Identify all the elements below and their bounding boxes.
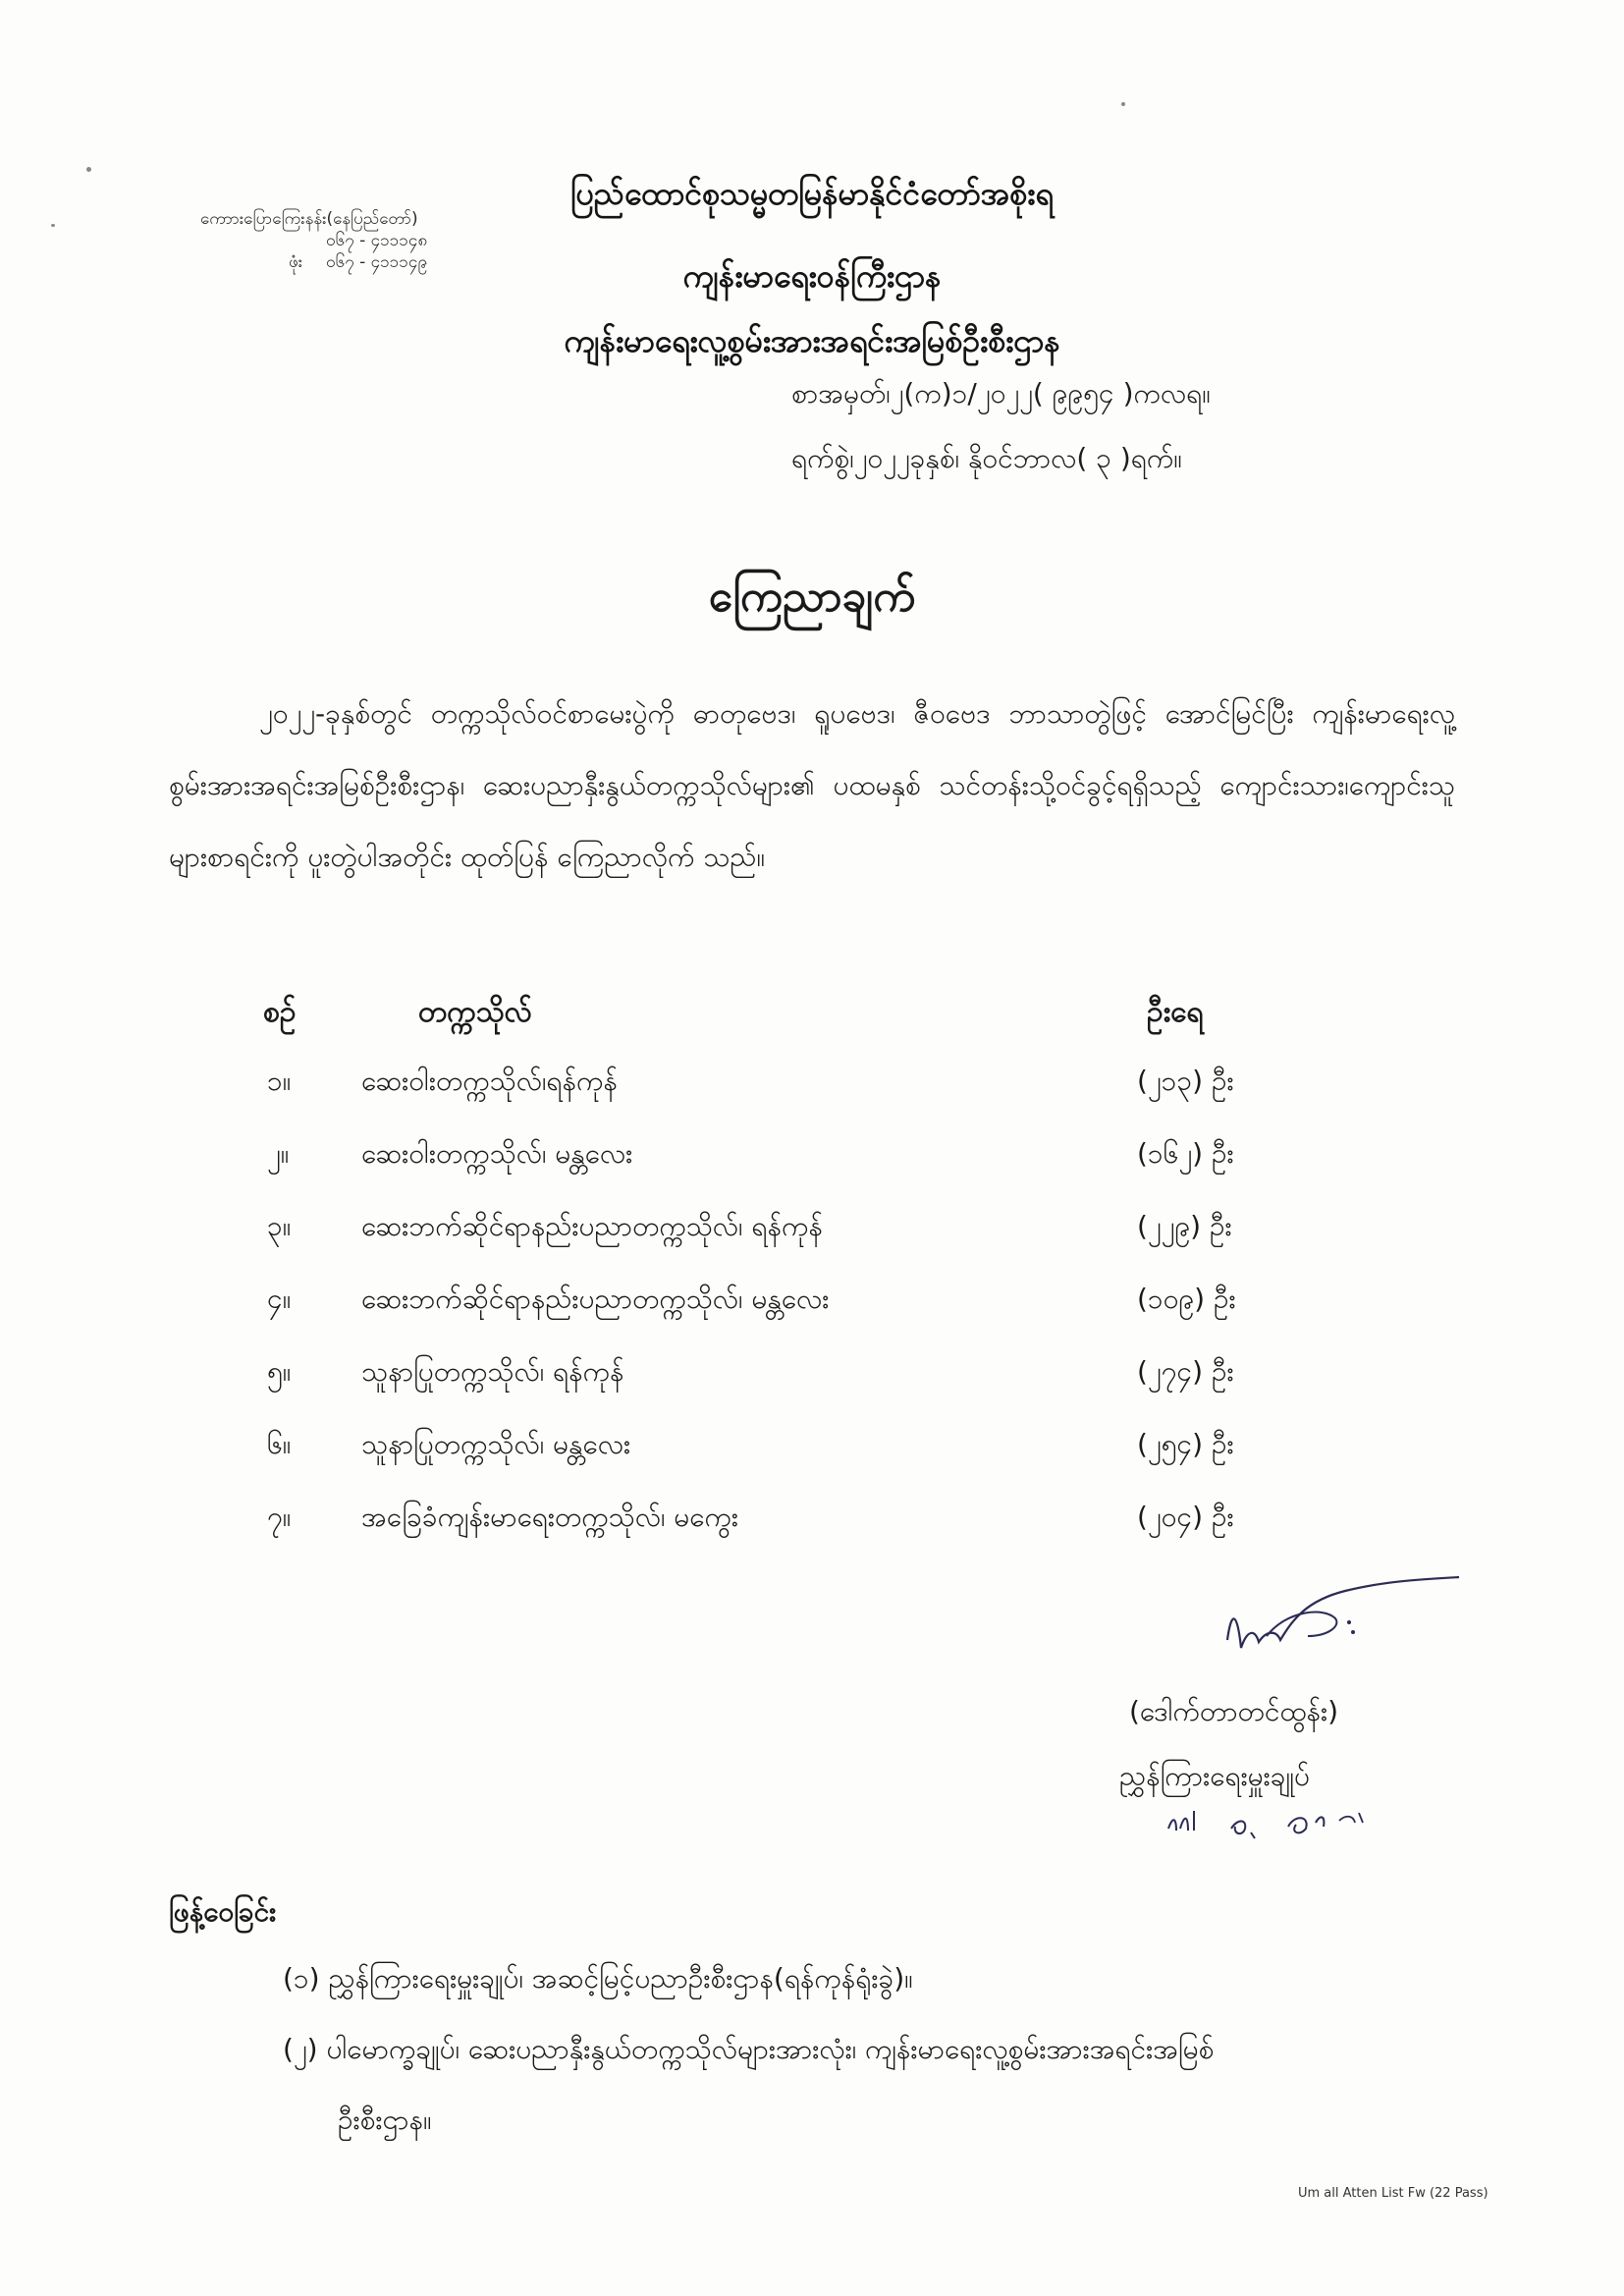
row-university: ဆေးဘက်ဆိုင်ရာနည်းပညာတက္ကသိုလ်၊ ရန်ကုန် [361, 1210, 823, 1242]
signatory-position: ညွှန်ကြားရေးမှူးချုပ် [1119, 1760, 1310, 1792]
signature-scribble [1198, 1571, 1473, 1689]
table-row [0, 1499, 1624, 1558]
row-count: (၂၇၄) ဦး [1137, 1355, 1234, 1388]
header-line-government: ပြည်ထောင်စုသမ္မတမြန်မာနိုင်ငံတော်အစိုးရ [570, 175, 1054, 212]
row-count: (၂၀၄) ဦး [1137, 1501, 1234, 1533]
row-number: ၃။ [267, 1210, 292, 1242]
table-row [0, 1353, 1624, 1412]
body-paragraph [169, 678, 1455, 893]
signatory-name: (ဒေါက်တာတင်ထွန်း) [1129, 1695, 1339, 1727]
row-number: ၇။ [267, 1501, 292, 1533]
announcement-title: ကြေညာချက် [708, 572, 916, 622]
reference-number: စာအမှတ်၊၂(က)၁/၂၀၂၂( ၉၉၅၄ )ကလရ။ [791, 377, 1211, 410]
footer-note: Um all Atten List Fw (22 Pass) [1298, 2186, 1489, 2201]
table-row [0, 1135, 1624, 1194]
row-number: ၁။ [267, 1065, 292, 1097]
row-university: ဆေးဝါးတက္ကသိုလ်၊ရန်ကုန် [361, 1065, 618, 1097]
row-number: ၂။ [267, 1137, 290, 1170]
row-number: ၅။ [267, 1355, 292, 1388]
document-date: ရက်စွဲ၊၂၀၂၂ခုနှစ်၊ နိုဝင်ဘာလ( ၃ )ရက်။ [791, 442, 1182, 474]
row-count: (၁၀၉) ဦး [1137, 1283, 1236, 1315]
fax-label: ဖုံး [289, 252, 303, 272]
table-row [0, 1063, 1624, 1121]
table-row [0, 1208, 1624, 1267]
row-count: (၂၂၉) ဦး [1137, 1210, 1232, 1242]
distribution-label: ဖြန့်ဝေခြင်း [169, 1895, 277, 1928]
header-line-department: ကျန်းမာရေးလူ့စွမ်းအားအရင်းအမြစ်ဦးစီးဌာန [564, 322, 1060, 359]
row-number: ၄။ [267, 1283, 292, 1315]
table-row [0, 1426, 1624, 1485]
row-number: ၆။ [267, 1428, 292, 1460]
table-header-count: ဦးရေ [1147, 995, 1204, 1029]
phone-label: ကောားပြောကြေးနန်း(နေပြည်တော်) [200, 209, 418, 229]
fax-number: ၀၆၇ - ၄၁၁၁၄၉ [326, 252, 428, 272]
row-university: သူနာပြုတက္ကသိုလ်၊ မန္တလေး [361, 1428, 631, 1460]
distribution-item-2: (၂) ပါမောက္ခချုပ်၊ ဆေးပညာနှီးနွယ်တက္ကသိုလ်များအားလုံး၊ ကျန်းမာရေးလူ့စွမ်းအားအရင်းအမြစ် [283, 2033, 1215, 2065]
scan-speck [86, 167, 91, 172]
table-header-name: တက္ကသိုလ် [418, 995, 532, 1029]
scan-speck [51, 224, 55, 227]
table-row [0, 1281, 1624, 1339]
distribution-item-1: (၁) ညွှန်ကြားရေးမှူးချုပ်၊ အဆင့်မြင့်ပညာဦးစီးဌာန(ရန်ကုန်ရုံးခွဲ)။ [283, 1962, 913, 1995]
handwritten-initials [1163, 1799, 1379, 1848]
phone-number: ၀၆၇ - ၄၁၁၁၄၈ [326, 231, 428, 250]
distribution-item-2-cont: ဦးစီးဌာန။ [338, 2104, 432, 2136]
row-count: (၁၆၂) ဦး [1137, 1137, 1234, 1170]
scan-speck [1121, 102, 1125, 106]
table-header-no: စဉ် [263, 995, 297, 1029]
row-count: (၂၅၄) ဦး [1137, 1428, 1234, 1460]
row-university: အခြေခံကျန်းမာရေးတက္ကသိုလ်၊ မကွေး [361, 1501, 739, 1533]
announcement-text: ၂၀၂၂-ခုနှစ်တွင် တက္ကသိုလ်ဝင်စာမေးပွဲကို ဓာတုဗေဒ၊ ရူပဗေဒ၊ ဇီဝဗေဒ ဘာသာတွဲဖြင့် အောင်မြင်ပြီး ကျန်းမာရေးလူ့စွမ်းအားအရင်းအမြစ်ဦးစီးဌာန၊ ဆေးပညာနှီးနွယ်တက္ကသိုလ်များ၏ ပထမနှစ် သင်တန်းသို့ဝင်ခွင့်ရရှိသည့် ကျောင်းသား၊ကျောင်းသူများစာရင်းကို ပူးတွဲပါအတိုင်း ထုတ်ပြန် ကြေညာလိုက် သည်။ [169, 697, 1455, 873]
row-university: ဆေးဝါးတက္ကသိုလ်၊ မန္တလေး [361, 1137, 633, 1170]
row-count: (၂၁၃) ဦး [1137, 1065, 1234, 1097]
row-university: သူနာပြုတက္ကသိုလ်၊ ရန်ကုန် [361, 1355, 624, 1388]
row-university: ဆေးဘက်ဆိုင်ရာနည်းပညာတက္ကသိုလ်၊ မန္တလေး [361, 1283, 830, 1315]
header-line-ministry: ကျန်းမာရေးဝန်ကြီးဌာန [682, 257, 942, 295]
